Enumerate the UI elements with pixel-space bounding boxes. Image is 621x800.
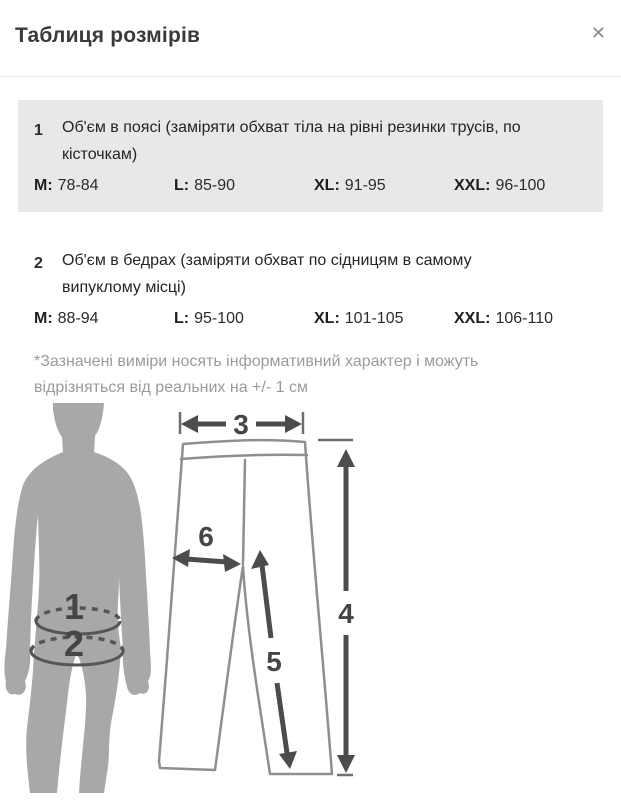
modal-header	[0, 0, 621, 77]
table-row-hips	[18, 233, 603, 345]
size-cell-m: M: 78-84	[34, 177, 99, 194]
size-cell-xxl: XXL: 96-100	[454, 177, 546, 194]
waist-width-arrow	[180, 409, 303, 440]
close-button[interactable]	[589, 23, 608, 45]
hips-label: 2	[63, 623, 85, 664]
table-row-waist	[18, 100, 603, 212]
waist-width-label: 3	[233, 409, 249, 440]
row-description: Об'єм в поясі (заміряти обхват тіла на рівні резинки трусів, по кісточкам)	[62, 119, 521, 163]
disclaimer-note: *Зазначені виміри носять інформативний характер і можуть відрізняться від реальних на +/- 1 см	[34, 353, 479, 396]
size-cell-l: L: 95-100	[174, 310, 244, 327]
page-title: Таблиця розмірів	[15, 24, 201, 47]
waist-label: 1	[63, 586, 85, 627]
size-values	[34, 172, 587, 199]
hip-width-label: 6	[198, 521, 214, 552]
row-number: 2	[34, 255, 43, 272]
size-cell-l: L: 85-90	[174, 177, 236, 194]
pants-outline	[159, 440, 332, 774]
size-values	[34, 305, 587, 332]
close-icon: ✕	[590, 23, 606, 44]
size-diagram	[0, 403, 621, 799]
size-cell-m: M: 88-94	[34, 310, 99, 327]
size-cell-xxl: XXL: 106-110	[454, 310, 553, 327]
size-table	[0, 100, 621, 345]
row-description: Об'єм в бедрах (заміряти обхват по сідницям в самому випуклому місці)	[62, 252, 472, 296]
side-length-label: 4	[338, 598, 354, 629]
size-cell-xl: XL: 101-105	[314, 310, 404, 327]
row-number: 1	[34, 122, 43, 139]
inseam-label: 5	[266, 646, 282, 677]
size-cell-xl: XL: 91-95	[314, 177, 386, 194]
